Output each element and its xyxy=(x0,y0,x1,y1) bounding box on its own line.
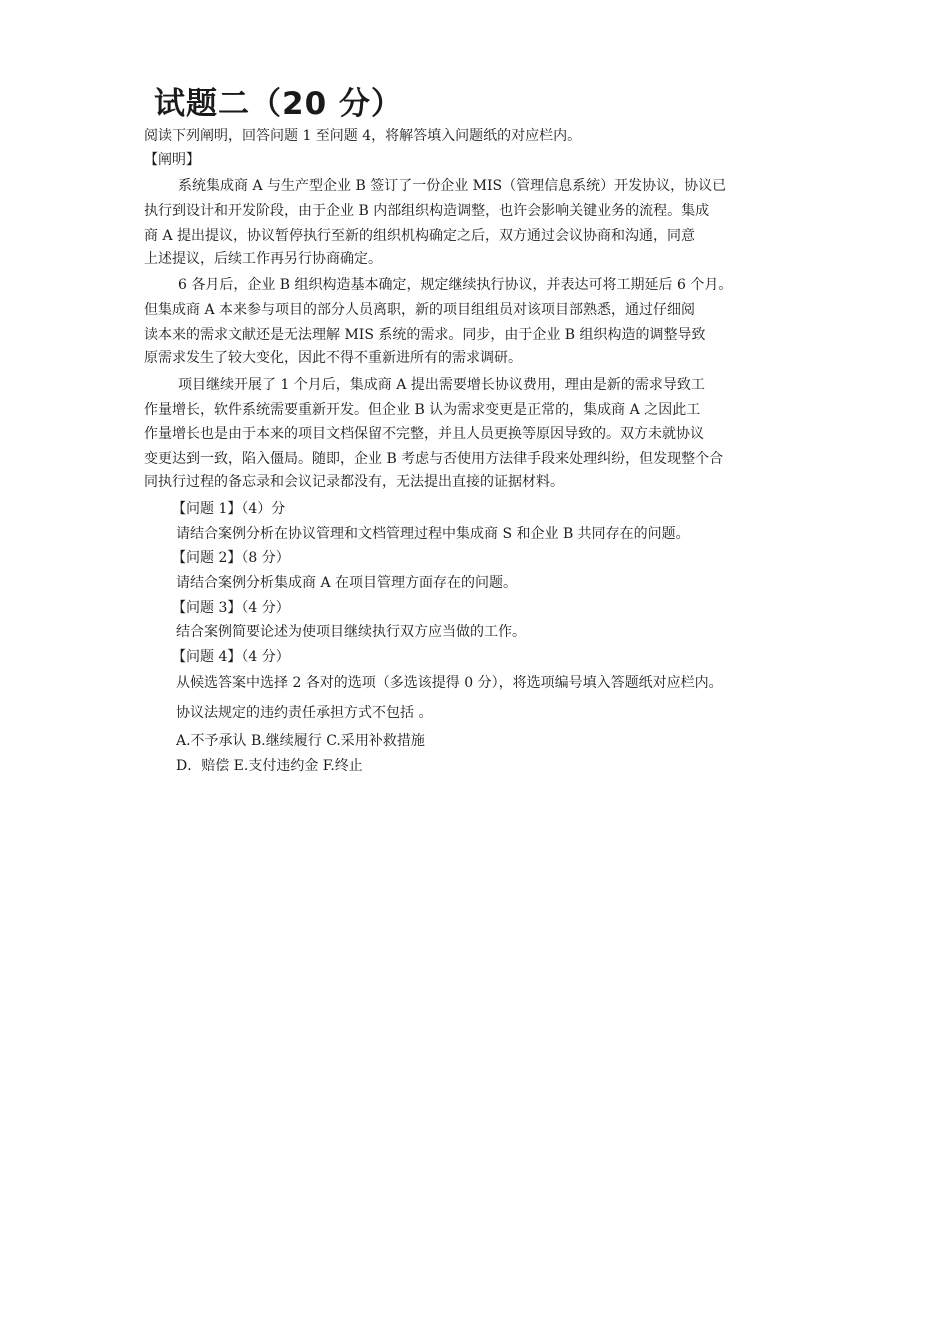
question-2-text: 请结合案例分析集成商 A 在项目管理方面存在的问题。 xyxy=(176,575,518,591)
paragraph3-line: 变更达到一致，陷入僵局。随即，企业 B 考虑与否使用方法律手段来处理纠纷，但发现整个合 xyxy=(144,451,724,467)
question-4-label: 【问题 4】（4 分） xyxy=(172,649,290,665)
paragraph2-line: 6 各月后，企业 B 组织构造基本确定，规定继续执行协议，并表达可将工期延后 6 个月。 xyxy=(178,277,733,293)
question-3-text: 结合案例简要论述为使项目继续执行双方应当做的工作。 xyxy=(176,624,526,640)
question-1-label: 【问题 1】（4）分 xyxy=(172,501,286,517)
section-heading: 【阐明】 xyxy=(144,152,200,168)
answer-options-row: A.不予承认 B.继续履行 C.采用补救措施 xyxy=(176,733,425,749)
paragraph3-line: 作量增长也是由于本来的项目文档保留不完整，并且人员更换等原因导致的。双方未就协议 xyxy=(144,426,704,442)
paragraph1-line: 上述提议，后续工作再另行协商确定。 xyxy=(144,251,382,267)
paragraph1-line: 系统集成商 A 与生产型企业 B 签订了一份企业 MIS（管理信息系统）开发协议，协议已 xyxy=(178,178,727,194)
paragraph1-line: 商 A 提出提议，协议暂停执行至新的组织机构确定之后，双方通过会议协商和沟通，同意 xyxy=(144,228,696,244)
question-4-text: 从候选答案中选择 2 各对的选项（多选该提得 0 分），将选项编号填入答题纸对应栏内。 xyxy=(176,675,723,691)
paragraph2-line: 原需求发生了较大变化，因此不得不重新进所有的需求调研。 xyxy=(144,350,522,366)
exam-question-title: 试题二（20 分） xyxy=(154,86,403,122)
paragraph3-line: 作量增长，软件系统需要重新开发。但企业 B 认为需求变更是正常的，集成商 A 之因此工 xyxy=(144,402,701,418)
paragraph3-line: 项目继续开展了 1 个月后，集成商 A 提出需要增长协议费用，理由是新的需求导致工 xyxy=(178,377,705,393)
answer-options-row: D．赔偿 E.支付违约金 F.终止 xyxy=(176,758,363,774)
question-1-text: 请结合案例分析在协议管理和文档管理过程中集成商 S 和企业 B 共同存在的问题。 xyxy=(176,526,690,542)
question-2-label: 【问题 2】（8 分） xyxy=(172,550,290,566)
question-4-stem: 协议法规定的违约责任承担方式不包括 。 xyxy=(176,705,433,721)
paragraph1-line: 执行到设计和开发阶段，由于企业 B 内部组织构造调整，也许会影响关键业务的流程。集成 xyxy=(144,203,710,219)
intro-instruction: 阅读下列阐明，回答问题 1 至问题 4，将解答填入问题纸的对应栏内。 xyxy=(144,128,582,144)
paragraph2-line: 但集成商 A 本来参与项目的部分人员离职，新的项目组组员对该项目部熟悉，通过仔细阅 xyxy=(144,302,696,318)
paragraph3-line: 同执行过程的备忘录和会议记录都没有，无法提出直接的证据材料。 xyxy=(144,474,564,490)
question-3-label: 【问题 3】（4 分） xyxy=(172,600,290,616)
paragraph2-line: 读本来的需求文献还是无法理解 MIS 系统的需求。同步，由于企业 B 组织构造的调整导致 xyxy=(144,327,706,343)
